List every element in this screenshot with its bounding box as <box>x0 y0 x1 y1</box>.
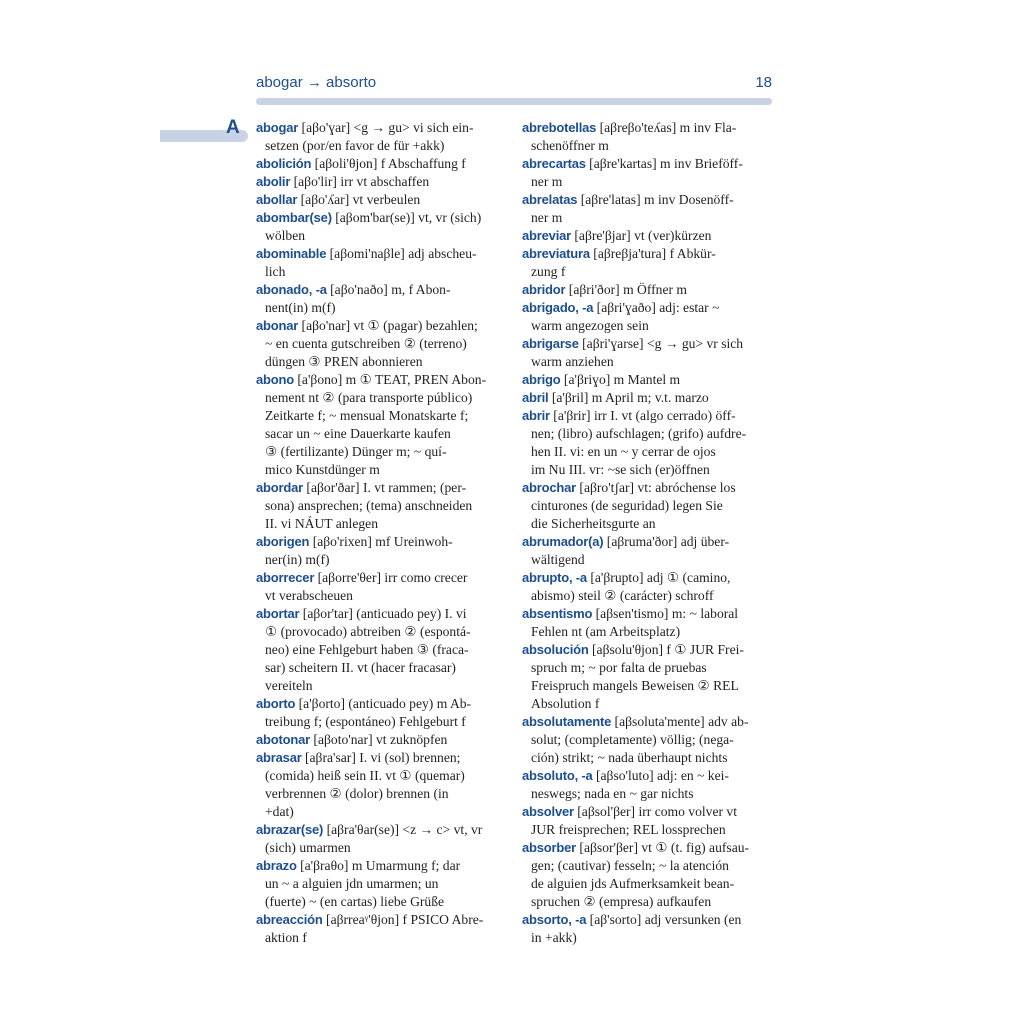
dictionary-entry <box>256 479 506 533</box>
dictionary-entry <box>522 227 772 245</box>
entry-text: II. vi NÁUT anlegen <box>265 516 378 531</box>
dictionary-entry <box>256 191 506 209</box>
entry-text: ner m <box>531 174 563 189</box>
dictionary-entry <box>522 389 772 407</box>
entry-text: wölben <box>265 228 306 243</box>
entry-text: (comida) heiß sein II. vt ① (quemar) <box>265 768 465 783</box>
entry-text: Zeitkarte f; ~ mensual Monatskarte f; <box>265 408 469 423</box>
entry-headword: abreviatura <box>522 246 590 261</box>
entry-text: [aβre'βjar] vt (ver)kürzen <box>571 228 712 243</box>
entry-text: warm angezogen sein <box>531 318 649 333</box>
entry-text: [aβra'θar(se)] <z → c> vt, vr <box>323 822 483 837</box>
dictionary-entry <box>256 857 506 911</box>
dictionary-entry <box>256 749 506 821</box>
entry-text: [aβsol'βer] irr como volver vt <box>573 804 737 819</box>
entry-headword: abrecartas <box>522 156 586 171</box>
entry-text: de alguien jds Aufmerksamkeit bean- <box>531 876 735 891</box>
entry-text: [aβo'rixen] mf Ureinwoh- <box>309 534 453 549</box>
entry-text: [aβri'ɣaðo] adj: estar ~ <box>593 300 720 315</box>
dictionary-entry <box>522 245 772 281</box>
entry-text: im Nu III. vr: ~se sich (er)öffnen <box>531 462 710 477</box>
entry-text: nent(in) m(f) <box>265 300 336 315</box>
entry-text: [aβro'tʃar] vt: abróchense los <box>576 480 736 495</box>
entry-text: [aβor'ðar] I. vt rammen; (per- <box>303 480 467 495</box>
dictionary-entry <box>522 119 772 155</box>
entry-text: (sich) umarmen <box>265 840 351 855</box>
entry-text: setzen (por/en favor de für +akk) <box>265 138 445 153</box>
entry-text: solut; (completamente) völlig; (nega- <box>531 732 734 747</box>
dictionary-entry <box>256 173 506 191</box>
dictionary-entry <box>522 281 772 299</box>
entry-text: cinturones (de seguridad) legen Sie <box>531 498 723 513</box>
entry-text: ③ (fertilizante) Dünger m; ~ quí- <box>265 444 447 459</box>
dictionary-entry <box>522 299 772 335</box>
entry-text: hen II. vi: en un ~ y cerrar de ojos <box>531 444 716 459</box>
entry-headword: abreacción <box>256 912 323 927</box>
entry-text: gen; (cautivar) fesseln; ~ la atención <box>531 858 729 873</box>
entry-headword: abotonar <box>256 732 311 747</box>
entry-headword: aborto <box>256 696 296 711</box>
entry-text: [aβri'ðor] m Öffner m <box>565 282 687 297</box>
entry-text: neswegs; nada en ~ gar nichts <box>531 786 694 801</box>
dictionary-entry <box>522 371 772 389</box>
entry-text: [a'βriɣo] m Mantel m <box>560 372 681 387</box>
entry-headword: abrigarse <box>522 336 579 351</box>
entry-text: aktion f <box>265 930 307 945</box>
entry-text: [a'βrupto] adj ① (camino, <box>586 570 731 585</box>
thumb-letter: A <box>226 117 240 138</box>
dictionary-entry <box>256 209 506 245</box>
dictionary-entry <box>256 821 506 857</box>
entry-headword: abrupto, -a <box>522 570 587 585</box>
entry-headword: abolición <box>256 156 312 171</box>
entry-text: Freispruch mangels Beweisen ② REL <box>531 678 739 693</box>
dictionary-entry <box>256 155 506 173</box>
entry-text: sona) ansprechen; (tema) anschneiden <box>265 498 473 513</box>
entry-text: JUR freisprechen; REL lossprechen <box>531 822 726 837</box>
entry-text: [aβo'ɣar] <g → gu> vi sich ein- <box>298 120 474 135</box>
entry-text: spruch m; ~ por falta de pruebas <box>531 660 707 675</box>
right-column <box>522 119 772 947</box>
dictionary-entry <box>256 245 506 281</box>
entry-text: (fuerte) ~ (en cartas) liebe Grüße <box>265 894 445 909</box>
entry-text: vereiteln <box>265 678 313 693</box>
entry-text: vt verabscheuen <box>265 588 353 603</box>
entry-text: schenöffner m <box>531 138 609 153</box>
dictionary-entry <box>522 641 772 713</box>
entry-text: [aβor'tar] (anticuado pey) I. vi <box>299 606 467 621</box>
dictionary-entry <box>256 119 506 155</box>
dictionary-entry <box>522 839 772 911</box>
entry-text: [aβsolu'θjon] f ① JUR Frei- <box>588 642 744 657</box>
entry-headword: abrasar <box>256 750 302 765</box>
entry-text: [a'βril] m April m; v.t. marzo <box>548 390 709 405</box>
entry-text: neo) eine Fehlgeburt haben ③ (fraca- <box>265 642 469 657</box>
entry-text: [a'βorto] (anticuado pey) m Ab- <box>295 696 472 711</box>
dictionary-entry <box>522 803 772 839</box>
entry-headword: aborrecer <box>256 570 315 585</box>
dictionary-entry <box>256 371 506 479</box>
entry-text: [aβo'ʎar] vt verbeulen <box>297 192 421 207</box>
dictionary-entry <box>256 533 506 569</box>
entry-headword: abortar <box>256 606 300 621</box>
entry-text: [aβruma'ðor] adj über- <box>603 534 730 549</box>
entry-headword: abolir <box>256 174 291 189</box>
entry-text: [aβ'sorto] adj versunken (en <box>586 912 742 927</box>
entry-text: [a'βraθo] m Umarmung f; dar <box>296 858 461 873</box>
dictionary-entry <box>522 335 772 371</box>
entry-headword: abonado, -a <box>256 282 327 297</box>
entry-text: [aβo'naðo] m, f Abon- <box>326 282 451 297</box>
entry-text: [a'βrir] irr I. vt (algo cerrado) öff- <box>549 408 736 423</box>
left-column <box>256 119 506 947</box>
entry-text: [aβri'ɣarse] <g → gu> vr sich <box>578 336 744 351</box>
entry-headword: abollar <box>256 192 298 207</box>
dictionary-entry <box>522 533 772 569</box>
dictionary-entry <box>522 479 772 533</box>
entry-text: un ~ a alguien jdn umarmen; un <box>265 876 439 891</box>
entry-headword: absoluto, -a <box>522 768 593 783</box>
dictionary-entry <box>256 695 506 731</box>
entry-text: verbrennen ② (dolor) brennen (in <box>265 786 449 801</box>
entry-text: zung f <box>531 264 566 279</box>
header-range: abogar → absorto <box>256 74 377 91</box>
entry-headword: abonar <box>256 318 299 333</box>
dictionary-entry <box>256 281 506 317</box>
entry-text: [aβso'luto] adj: en ~ kei- <box>592 768 729 783</box>
entry-text: ① (provocado) abtreiben ② (espontá- <box>265 624 471 639</box>
entry-text: düngen ③ PREN abonnieren <box>265 354 423 369</box>
entry-text: [aβom'bar(se)] vt, vr (sich) <box>331 210 482 225</box>
entry-headword: abombar(se) <box>256 210 332 225</box>
entry-text: abismo) steil ② (carácter) schroff <box>531 588 714 603</box>
running-header <box>256 74 772 96</box>
entry-headword: abrochar <box>522 480 577 495</box>
entry-text: Fehlen nt (am Arbeitsplatz) <box>531 624 681 639</box>
entry-text: [aβo'nar] vt ① (pagar) bezahlen; <box>298 318 478 333</box>
entry-text: sar) scheitern II. vt (hacer fracasar) <box>265 660 456 675</box>
entry-text: [aβreβo'teʎas] m inv Fla- <box>596 120 737 135</box>
entry-text: die Sicherheitsgurte an <box>531 516 656 531</box>
entry-text: [aβre'kartas] m inv Brieföff- <box>585 156 743 171</box>
entry-text: [aβomi'naβle] adj abscheu- <box>326 246 477 261</box>
entry-headword: absolución <box>522 642 589 657</box>
entry-text: [aβre'latas] m inv Dosenöff- <box>577 192 734 207</box>
entry-text: [aβsor'βer] vt ① (t. fig) aufsau- <box>576 840 750 855</box>
entry-text: [aβreβja'tura] f Abkür- <box>589 246 716 261</box>
entry-headword: absorto, -a <box>522 912 587 927</box>
dictionary-entry <box>522 407 772 479</box>
entry-text: ción) strikt; ~ nada überhaupt nichts <box>531 750 728 765</box>
entry-text: nement nt ② (para transporte público) <box>265 390 473 405</box>
entry-text: ner m <box>531 210 563 225</box>
header-rule <box>256 98 772 105</box>
entry-text: sacar un ~ eine Dauerkarte kaufen <box>265 426 451 441</box>
entry-headword: abono <box>256 372 294 387</box>
dictionary-entry <box>256 569 506 605</box>
entry-text: [aβo'lir] irr vt abschaffen <box>290 174 430 189</box>
entry-headword: abrumador(a) <box>522 534 604 549</box>
entry-headword: abordar <box>256 480 304 495</box>
entry-headword: abreviar <box>522 228 571 243</box>
entry-text: lich <box>265 264 286 279</box>
entry-headword: abridor <box>522 282 566 297</box>
entry-headword: abrazar(se) <box>256 822 324 837</box>
entry-text: [aβrreaᵞ'θjon] f PSICO Abre- <box>322 912 484 927</box>
dictionary-entry <box>522 713 772 767</box>
entry-text: treibung f; (espontáneo) Fehlgeburt f <box>265 714 466 729</box>
entry-text: ~ en cuenta gutschreiben ② (terreno) <box>265 336 467 351</box>
dictionary-entry <box>256 731 506 749</box>
entry-text: [aβoli'θjon] f Abschaffung f <box>311 156 466 171</box>
entry-headword: abril <box>522 390 549 405</box>
dictionary-entry <box>256 911 506 947</box>
entry-headword: absolver <box>522 804 574 819</box>
entry-text: [aβsen'tismo] m: ~ laboral <box>592 606 739 621</box>
dictionary-entry <box>256 605 506 695</box>
entry-text: +dat) <box>265 804 294 819</box>
dictionary-entry <box>256 317 506 371</box>
dictionary-entry <box>522 767 772 803</box>
entry-headword: absolutamente <box>522 714 612 729</box>
entry-text: in +akk) <box>531 930 577 945</box>
entry-headword: abominable <box>256 246 327 261</box>
dictionary-entry <box>522 569 772 605</box>
entry-text: nen; (libro) aufschlagen; (grifo) aufdre- <box>531 426 747 441</box>
entry-headword: absentismo <box>522 606 593 621</box>
entry-text: [aβra'sar] I. vi (sol) brennen; <box>301 750 461 765</box>
entry-text: wältigend <box>531 552 585 567</box>
dictionary-entry <box>522 911 772 947</box>
entry-text: warm anziehen <box>531 354 614 369</box>
entry-text: Absolution f <box>531 696 600 711</box>
page-number: 18 <box>755 74 772 91</box>
entry-headword: abrigado, -a <box>522 300 594 315</box>
entry-headword: abogar <box>256 120 299 135</box>
entry-headword: abrir <box>522 408 550 423</box>
entry-headword: aborigen <box>256 534 310 549</box>
entry-text: spruchen ② (empresa) aufkaufen <box>531 894 712 909</box>
entry-text: [aβorre'θer] irr como crecer <box>314 570 468 585</box>
entry-headword: abrebotellas <box>522 120 597 135</box>
dictionary-entry <box>522 191 772 227</box>
entry-text: [aβoto'nar] vt zuknöpfen <box>310 732 448 747</box>
entry-headword: abrazo <box>256 858 297 873</box>
entry-text: ner(in) m(f) <box>265 552 330 567</box>
entry-text: [a'βono] m ① TEAT, PREN Abon- <box>294 372 487 387</box>
entry-text: [aβsoluta'mente] adv ab- <box>611 714 749 729</box>
dictionary-entry <box>522 155 772 191</box>
entry-headword: abrelatas <box>522 192 578 207</box>
entry-text: mico Kunstdünger m <box>265 462 380 477</box>
entry-headword: absorber <box>522 840 577 855</box>
dictionary-entry <box>522 605 772 641</box>
entry-headword: abrigo <box>522 372 561 387</box>
